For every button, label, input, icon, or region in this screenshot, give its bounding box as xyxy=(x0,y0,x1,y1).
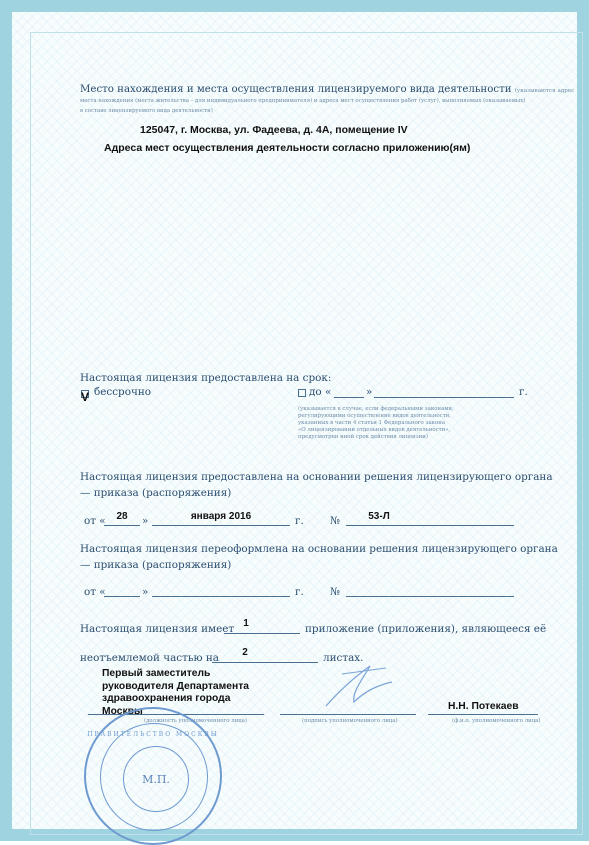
decision-line-2: — приказа (распоряжения) xyxy=(80,487,232,499)
signature-line xyxy=(280,714,416,715)
until-mid: » xyxy=(366,386,373,398)
name-caption: (ф.и.о. уполномоченного лица) xyxy=(452,718,541,724)
addresses-reference: Адреса мест осуществления деятельности согласно приложению(ям) xyxy=(104,142,471,154)
reissue-number-line xyxy=(346,596,514,597)
signer-position-line-2: руководителя Департамента xyxy=(102,680,249,692)
signer-position-line-3: здравоохранения города xyxy=(102,693,231,704)
seal-ring-text: ПРАВИТЕЛЬСТВО МОСКВЫ xyxy=(87,731,219,738)
appendix-line1-prefix: Настоящая лицензия имеет xyxy=(80,623,235,635)
reissue-number-sign: № xyxy=(330,586,340,598)
signature-scribble xyxy=(312,658,402,714)
appendix-count: 1 xyxy=(243,618,249,629)
until-day-line xyxy=(334,397,364,398)
decision-day: 28 xyxy=(116,511,128,522)
reissue-day-line xyxy=(104,596,140,597)
signature-caption: (подпись уполномоченного лица) xyxy=(302,718,398,724)
decision-number: 53-Л xyxy=(368,511,390,522)
location-note-1: (указываются адрес xyxy=(514,88,575,94)
decision-line-1: Настоящая лицензия предоставлена на основании решения лицензирующего органа xyxy=(80,471,553,483)
decision-number-line xyxy=(346,525,514,526)
seal-core xyxy=(123,746,189,812)
term-note-1: (указывается в случае, если федеральными законами, xyxy=(298,406,454,412)
signer-name: Н.Н. Потекаев xyxy=(448,701,519,712)
until-prefix: до « xyxy=(309,386,332,398)
appendix-line1-suffix: приложение (приложения), являющееся её xyxy=(305,623,547,635)
location-note-2: места нахождения (места жительства – для индивидуального предпринимателя) и адреса мест осуществления работ (услуг), выполняемых (оказываемых) xyxy=(80,98,526,104)
official-seal xyxy=(84,707,222,845)
term-note-3: указанных в части 4 статьи 1 Федерального закона xyxy=(298,420,446,426)
until-suffix: г. xyxy=(519,386,528,398)
decision-from: от « xyxy=(84,515,106,527)
location-note-3: в составе лицензируемого вида деятельности) xyxy=(80,108,213,114)
indefinite-label: бессрочно xyxy=(94,386,152,398)
until-checkbox[interactable] xyxy=(298,389,306,397)
decision-year-suffix: г. xyxy=(295,515,304,527)
location-heading xyxy=(80,84,574,95)
appendix-line2-suffix: листах. xyxy=(323,652,364,664)
reissue-month-line xyxy=(152,596,290,597)
seal-mp-text: М.П. xyxy=(142,772,170,786)
location-heading-text: Место нахождения и места осуществления лицензируемого вида деятельности xyxy=(80,84,512,95)
signer-position-line-1: Первый заместитель xyxy=(102,668,211,679)
reissue-line-2: — приказа (распоряжения) xyxy=(80,559,232,571)
address-text: 125047, г. Москва, ул. Фадеева, д. 4А, помещение IV xyxy=(140,124,408,136)
term-heading: Настоящая лицензия предоставлена на срок: xyxy=(80,372,332,384)
reissue-line-1: Настоящая лицензия переоформлена на основании решения лицензирующего органа xyxy=(80,543,558,555)
until-month-line xyxy=(374,397,514,398)
decision-close-quote: » xyxy=(142,515,149,527)
checkmark: V xyxy=(81,390,90,404)
appendix-sheets: 2 xyxy=(242,647,248,658)
reissue-year-suffix: г. xyxy=(295,586,304,598)
term-note-5: предусмотрен иной срок действия лицензии) xyxy=(298,434,428,440)
decision-day-line xyxy=(104,525,140,526)
appendix-count-line xyxy=(224,633,300,634)
appendix-sheets-line xyxy=(212,662,318,663)
position-caption: (должность уполномоченного лица) xyxy=(144,718,248,724)
reissue-from: от « xyxy=(84,586,106,598)
decision-month-year: января 2016 xyxy=(190,511,252,522)
appendix-line2-prefix: неотъемлемой частью на xyxy=(80,652,219,664)
signer-position-line-4: Москвы xyxy=(102,705,143,717)
decision-number-sign: № xyxy=(330,515,340,527)
decision-month-line xyxy=(152,525,290,526)
name-line xyxy=(428,714,538,715)
reissue-close-quote: » xyxy=(142,586,149,598)
term-note-4: «О лицензировании отдельных видов деятельности», xyxy=(298,427,451,433)
term-note-2: регулирующими осуществление видов деятельности, xyxy=(298,413,451,419)
